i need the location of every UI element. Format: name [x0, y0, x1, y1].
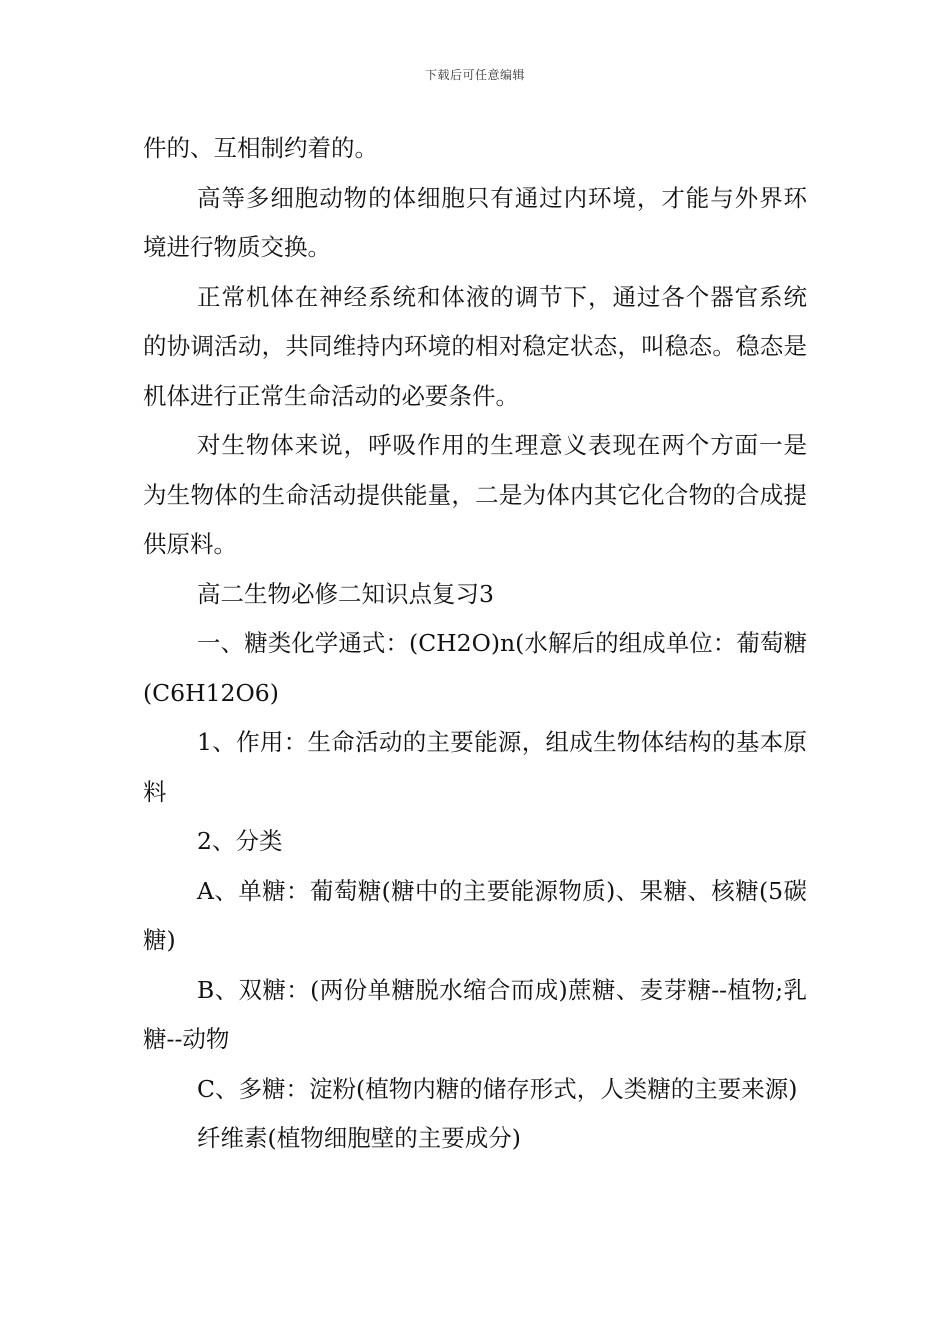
paragraph: 件的、互相制约着的。 [143, 134, 378, 162]
paragraph: B、双糖：(两份单糖脱水缩合而成)蔗糖、麦芽糖--植物;乳糖--动物 [143, 975, 807, 1053]
paragraph: 高等多细胞动物的体细胞只有通过内环境，才能与外界环境进行物质交换。 [143, 183, 807, 261]
paragraph: 对生物体来说，呼吸作用的生理意义表现在两个方面一是为生物体的生命活动提供能量，二是为体内其它化合物的合成提供原料。 [143, 431, 807, 558]
section-heading: 高二生物必修二知识点复习3 [197, 579, 494, 608]
paragraph: 2、分类 [197, 827, 283, 855]
paragraph: 纤维素(植物细胞壁的主要成分) [197, 1124, 521, 1152]
paragraph: 1、作用：生命活动的主要能源，组成生物体结构的基本原料 [143, 728, 807, 806]
paragraph: C、多糖：淀粉(植物内糖的储存形式，人类糖的主要来源) [197, 1074, 798, 1103]
paragraph: A、单糖：葡萄糖(糖中的主要能源物质)、果糖、核糖(5碳糖) [143, 876, 807, 954]
paragraph: 一、糖类化学通式：(CH2O)n(水解后的组成单位：葡萄糖(C6H12O6) [143, 629, 807, 707]
document-body [143, 124, 807, 1164]
page-header: 下载后可任意编辑 [424, 68, 525, 82]
paragraph: 正常机体在神经系统和体液的调节下，通过各个器官系统的协调活动，共同维持内环境的相对稳定状态，叫稳态。稳态是机体进行正常生命活动的必要条件。 [143, 282, 807, 410]
